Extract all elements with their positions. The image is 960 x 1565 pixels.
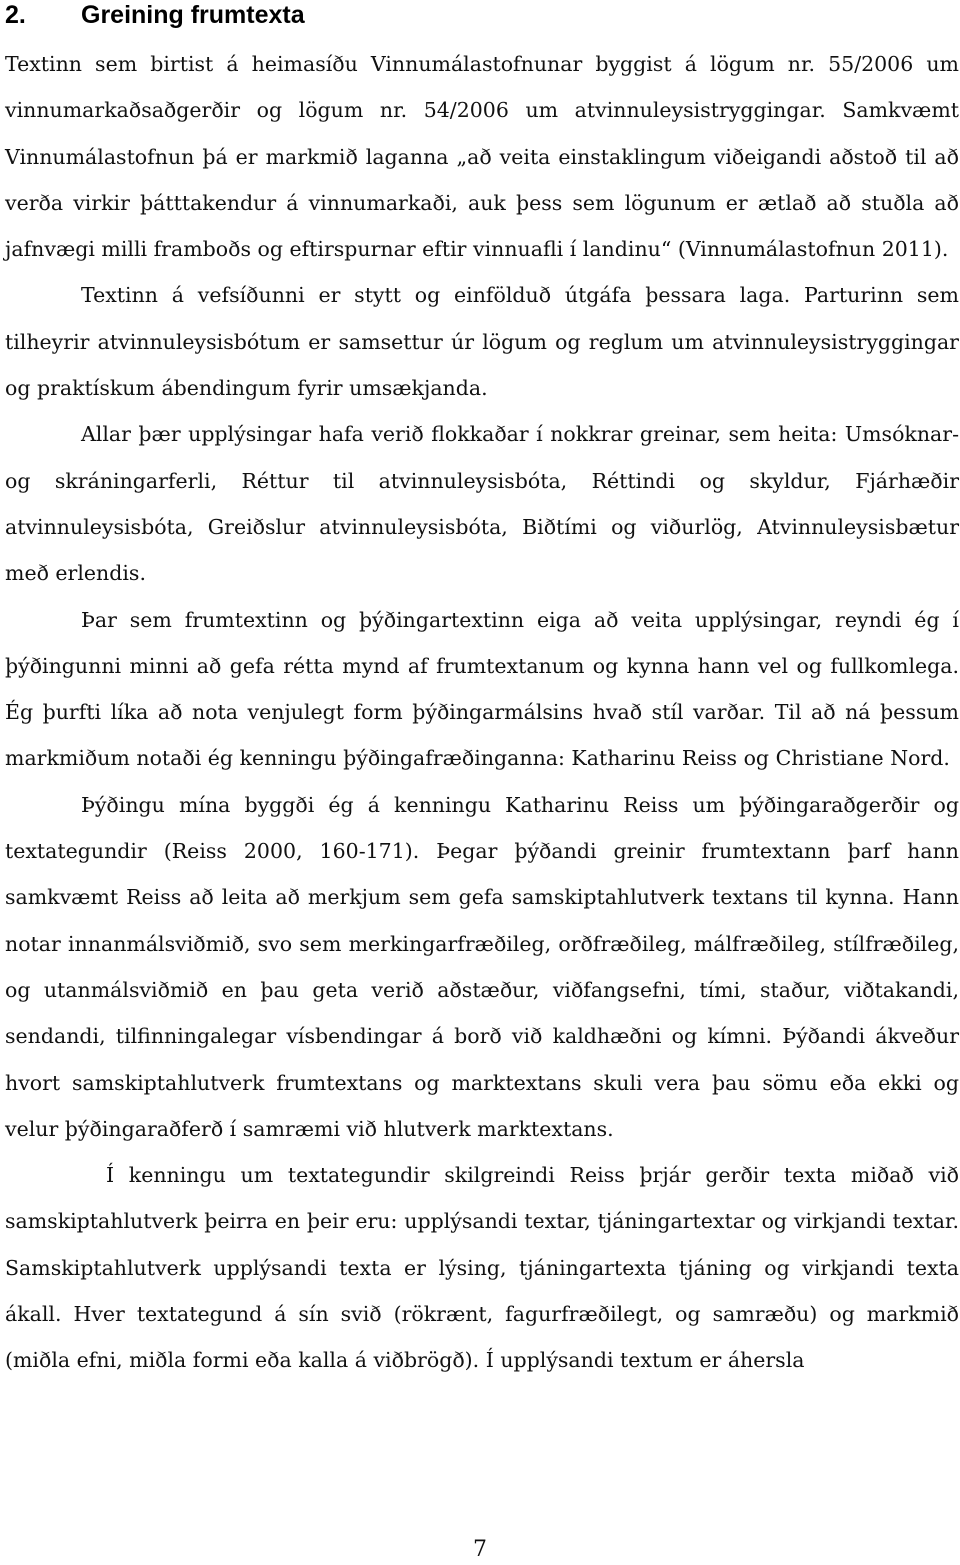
- paragraph-5: Þýðingu mína byggði ég á kenningu Katharinu Reiss um þýðingaraðgerðir og textategundir (Reiss 2000, 160-171). Þegar þýðandi greinir frumtextann þarf hann samkvæmt Reiss að leita að merkjum sem gefa samskiptahlutverk textans til kynna. Hann notar innanmálsviðmið, svo sem merkingarfræðileg, orðfræðileg, málfræðileg, stílfræðileg, og utanmálsviðmið en þau geta verið aðstæður, viðfangsefni, tími, staður, viðtakandi, sendandi, tilfinningalegar vísbendingar á borð við kaldhæðni og kímni. Þýðandi ákveður hvort samskiptahlutverk frumtextans og marktextans skuli vera þau sömu eða ekki og velur þýðingaraðferð í samræmi við hlutverk marktextans.: [5, 792, 959, 1141]
- paragraph-1: Textinn sem birtist á heimasíðu Vinnumálastofnunar byggist á lögum nr. 55/2006 um vinnumarkaðsaðgerðir og lögum nr. 54/2006 um atvinnuleysistryggingar. Samkvæmt Vinnumálastofnun þá er markmið laganna „að veita einstaklingum viðeigandi aðstoð til að verða virkir þátttakendur á vinnumarkaði, auk þess sem lögunum er ætlað að stuðla að jafnvægi milli framboðs og eftirspurnar eftir vinnuafli í landinu“ (Vinnumálastofnun 2011).: [5, 52, 959, 262]
- paragraph-6: Í kenningu um textategundir skilgreindi Reiss þrjár gerðir texta miðað við samskiptahlutverk þeirra en þeir eru: upplýsandi textar, tjáningartextar og virkjandi textar. Samskiptahlutverk upplýsandi texta er lýsing, tjáningartexta tjáning og virkjandi texta ákall. Hver textategund á sín svið (rökrænt, fagurfræðilegt, og samræðu) og markmið (miðla efni, miðla formi eða kalla á viðbrögð). Í upplýsandi textum er áhersla: [5, 1163, 959, 1373]
- paragraph-4: Þar sem frumtextinn og þýðingartextinn eiga að veita upplýsingar, reyndi ég í þýðingunni minni að gefa rétta mynd af frumtextanum og kynna hann vel og fullkomlega. Ég þurfti líka að nota venjulegt form þýðingarmálsins hvað stíl varðar. Til að ná þessum markmiðum notaði ég kenningu þýðingafræðinganna: Katharinu Reiss og Christiane Nord.: [5, 607, 959, 771]
- section-number: 2.: [5, 1, 26, 29]
- paragraph-3: Allar þær upplýsingar hafa verið flokkaðar í nokkrar greinar, sem heita: Umsóknar- og skráningarferli, Réttur til atvinnuleysisbóta, Réttindi og skyldur, Fjárhæðir atvinnuleysisbóta, Greiðslur atvinnuleysisbóta, Biðtími og viðurlög, Atvinnuleysisbætur með erlendis.: [5, 422, 959, 586]
- page-number: 7: [473, 1537, 487, 1562]
- section-title: Greining frumtexta: [81, 1, 305, 29]
- section-heading: [5, 0, 959, 30]
- paragraph-2: Textinn á vefsíðunni er stytt og einfölduð útgáfa þessara laga. Parturinn sem tilheyrir atvinnuleysisbótum er samsettur úr lögum og reglum um atvinnuleysistryggingar og praktískum ábendingum fyrir umsækjanda.: [5, 283, 959, 401]
- document-page: [5, 0, 959, 1384]
